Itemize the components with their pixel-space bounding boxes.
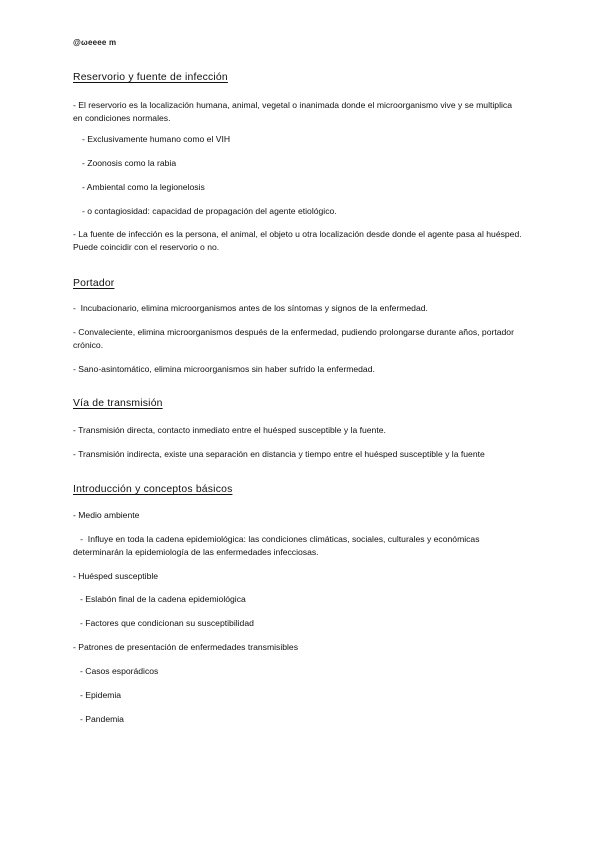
paragraph-medio-ambiente: - Medio ambiente — [73, 510, 140, 520]
header-logo: @ωeeee m — [73, 38, 117, 47]
paragraph-portador-convaleciente: - Convaleciente, elimina microorganismos después de la enfermedad, pudiendo prolongarse durante años, portador crónico. — [73, 327, 517, 350]
paragraph-huesped-susceptible: - Huésped susceptible — [73, 571, 159, 581]
heading-introduccion: Introducción y conceptos básicos — [73, 484, 233, 495]
list-item-epidemia: - Epidemia — [80, 690, 122, 700]
heading-via-transmision: Vía de transmisión — [73, 398, 163, 409]
paragraph-transmision-indirecta: - Transmisión indirecta, existe una separación en distancia y tiempo entre el huésped susceptible y la fuente — [73, 449, 485, 459]
list-item-reservorio-zoonosis: - Zoonosis como la rabia — [82, 158, 177, 168]
list-item-factores-susceptibilidad: - Factores que condicionan su susceptibilidad — [80, 618, 254, 628]
list-item-reservorio-ambiental: - Ambiental como la legionelosis — [82, 182, 205, 192]
paragraph-reservorio-definition: - El reservorio es la localización humana, animal, vegetal o inanimada donde el microorganismo vive y se multiplica en condiciones normales. — [73, 100, 515, 123]
heading-reservorio: Reservorio y fuente de infección — [73, 72, 228, 83]
paragraph-influye-cadena: - Influye en toda la cadena epidemiológica: las condiciones climáticas, sociales, culturales y económicas determinarán la epidemiología de las enfermedades infecciosas. — [73, 534, 482, 557]
paragraph-patrones-presentacion: - Patrones de presentación de enfermedades transmisibles — [73, 642, 298, 652]
list-item-casos-esporadicos: - Casos esporádicos — [80, 666, 159, 676]
paragraph-fuente-infeccion: - La fuente de infección es la persona, el animal, el objeto u otra localización desde donde el agente pasa al huésped. Puede coincidir con el reservorio o no. — [73, 229, 525, 252]
heading-portador: Portador — [73, 278, 115, 289]
list-item-pandemia: - Pandemia — [80, 714, 124, 724]
paragraph-portador-incubacionario: - Incubacionario, elimina microorganismos antes de los síntomas y signos de la enfermedad. — [73, 303, 428, 313]
paragraph-transmision-directa: - Transmisión directa, contacto inmediato entre el huésped susceptible y la fuente. — [73, 425, 386, 435]
list-item-reservorio-humano: - Exclusivamente humano como el VIH — [82, 134, 231, 144]
list-item-contagiosidad: - o contagiosidad: capacidad de propagación del agente etiológico. — [82, 206, 337, 216]
list-item-eslabon-final: - Eslabón final de la cadena epidemiológica — [80, 594, 246, 604]
paragraph-portador-sano: - Sano-asintomático, elimina microorganismos sin haber sufrido la enfermedad. — [73, 364, 375, 374]
